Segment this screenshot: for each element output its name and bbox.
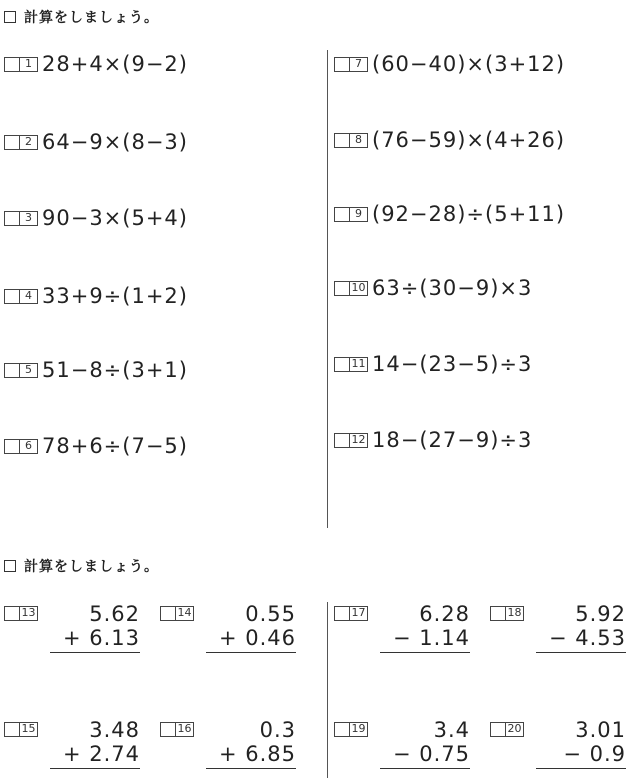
expression: (92−28)÷(5+11) <box>372 202 566 226</box>
problem-10 <box>334 276 532 300</box>
problem-18 <box>490 602 640 662</box>
problem-11 <box>334 352 532 376</box>
problem-17 <box>334 602 484 662</box>
problem-7 <box>334 52 565 76</box>
answer-check-box[interactable]: 9 <box>334 207 368 222</box>
expression: 18−(27−9)÷3 <box>372 428 533 452</box>
answer-check-box[interactable]: 4 <box>4 289 38 304</box>
answer-check-box[interactable]: 12 <box>334 433 368 448</box>
section-2-title: 計算をしましょう。 <box>24 559 159 575</box>
answer-line <box>50 652 140 653</box>
first-operand: 3.48 <box>89 718 140 742</box>
section-1-title: 計算をしましょう。 <box>24 10 159 26</box>
first-operand: 3.4 <box>433 718 470 742</box>
first-operand: 0.55 <box>245 602 296 626</box>
column-divider-2 <box>327 602 328 778</box>
problem-5 <box>4 358 188 382</box>
answer-check-box[interactable]: 10 <box>334 281 368 296</box>
expression: 14−(23−5)÷3 <box>372 352 533 376</box>
problem-6 <box>4 434 188 458</box>
section-2-checkbox[interactable] <box>4 560 16 572</box>
expression: 28+4×(9−2) <box>42 52 188 76</box>
expression: 90−3×(5+4) <box>42 206 188 230</box>
answer-check-box[interactable]: 16 <box>160 722 194 737</box>
problem-19 <box>334 718 484 778</box>
expression: 51−8÷(3+1) <box>42 358 188 382</box>
section-2-header <box>4 556 159 576</box>
first-operand: 6.28 <box>419 602 470 626</box>
expression: 78+6÷(7−5) <box>42 434 188 458</box>
second-operand: − 0.75 <box>392 742 470 766</box>
problem-15 <box>4 718 154 778</box>
first-operand: 5.62 <box>89 602 140 626</box>
problem-16 <box>160 718 310 778</box>
expression: (76−59)×(4+26) <box>372 128 566 152</box>
first-operand: 0.3 <box>259 718 296 742</box>
problem-12 <box>334 428 532 452</box>
first-operand: 5.92 <box>575 602 626 626</box>
problem-20 <box>490 718 640 778</box>
answer-check-box[interactable]: 14 <box>160 606 194 621</box>
answer-check-box[interactable]: 8 <box>334 133 368 148</box>
answer-check-box[interactable]: 17 <box>334 606 368 621</box>
answer-check-box[interactable]: 11 <box>334 357 368 372</box>
problem-1 <box>4 52 188 76</box>
answer-check-box[interactable]: 7 <box>334 57 368 72</box>
problem-8 <box>334 128 565 152</box>
answer-check-box[interactable]: 3 <box>4 211 38 226</box>
second-operand: + 2.74 <box>62 742 140 766</box>
answer-line <box>206 652 296 653</box>
answer-check-box[interactable]: 5 <box>4 363 38 378</box>
section-1-header <box>4 7 159 27</box>
section-1-checkbox[interactable] <box>4 11 16 23</box>
answer-line <box>536 768 626 769</box>
expression: 63÷(30−9)×3 <box>372 276 533 300</box>
problem-13 <box>4 602 154 662</box>
problem-9 <box>334 202 565 226</box>
problem-4 <box>4 284 188 308</box>
second-operand: + 6.13 <box>62 626 140 650</box>
expression: 33+9÷(1+2) <box>42 284 188 308</box>
column-divider-1 <box>327 50 328 528</box>
expression: (60−40)×(3+12) <box>372 52 566 76</box>
answer-check-box[interactable]: 6 <box>4 439 38 454</box>
answer-check-box[interactable]: 20 <box>490 722 524 737</box>
second-operand: − 1.14 <box>392 626 470 650</box>
answer-check-box[interactable]: 18 <box>490 606 524 621</box>
answer-line <box>50 768 140 769</box>
problem-14 <box>160 602 310 662</box>
problem-3 <box>4 206 188 230</box>
second-operand: − 0.9 <box>563 742 626 766</box>
answer-check-box[interactable]: 15 <box>4 722 38 737</box>
answer-check-box[interactable]: 1 <box>4 57 38 72</box>
answer-check-box[interactable]: 19 <box>334 722 368 737</box>
first-operand: 3.01 <box>575 718 626 742</box>
expression: 64−9×(8−3) <box>42 130 188 154</box>
answer-line <box>206 768 296 769</box>
second-operand: + 0.46 <box>218 626 296 650</box>
second-operand: + 6.85 <box>218 742 296 766</box>
answer-line <box>380 768 470 769</box>
problem-2 <box>4 130 188 154</box>
second-operand: − 4.53 <box>548 626 626 650</box>
answer-check-box[interactable]: 13 <box>4 606 38 621</box>
answer-line <box>536 652 626 653</box>
answer-check-box[interactable]: 2 <box>4 135 38 150</box>
answer-line <box>380 652 470 653</box>
